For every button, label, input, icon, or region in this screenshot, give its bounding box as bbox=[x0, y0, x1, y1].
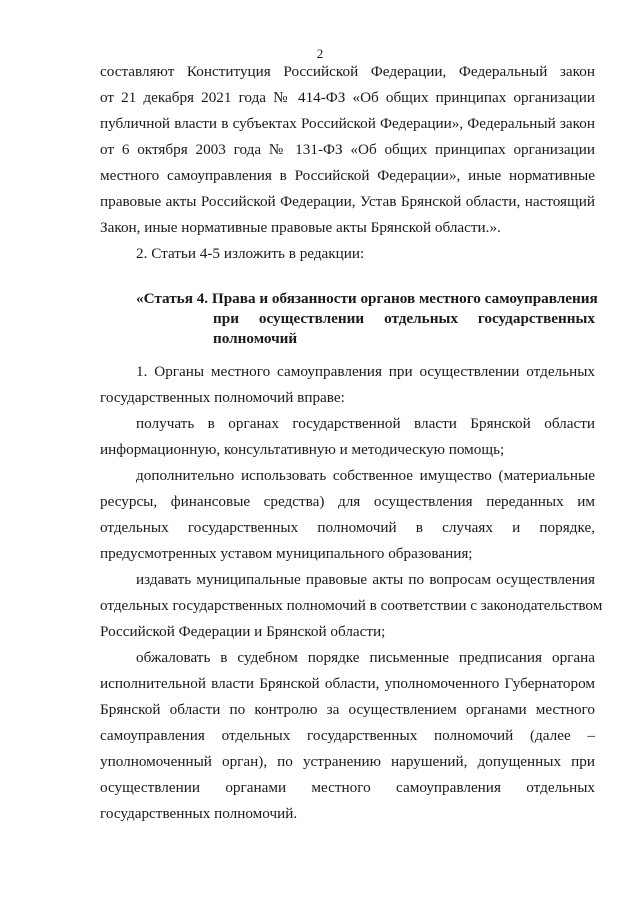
paragraph-line: 2. Статьи 4-5 изложить в редакции: bbox=[136, 245, 365, 262]
article-heading-line: полномочий bbox=[213, 330, 298, 347]
paragraph-line: исполнительной власти Брянской области, уполномоченного Губернатором bbox=[100, 675, 595, 692]
page-number: 2 bbox=[316, 46, 324, 61]
paragraph-line: обжаловать в судебном порядке письменные предписания органа bbox=[136, 649, 595, 666]
article-heading-line: при осуществлении отдельных государственных bbox=[213, 310, 595, 327]
paragraph-line: Закон, иные нормативные правовые акты Брянской области.». bbox=[100, 219, 501, 236]
paragraph-line: от 21 декабря 2021 года № 414-ФЗ «Об общих принципах организации bbox=[100, 89, 595, 106]
paragraph-line: самоуправления отдельных государственных полномочий (далее – bbox=[100, 727, 595, 744]
paragraph-line: дополнительно использовать собственное имущество (материальные bbox=[136, 467, 595, 484]
paragraph-line: составляют Конституция Российской Федерации, Федеральный закон bbox=[100, 63, 595, 80]
article-heading-line: «Статья 4. Права и обязанности органов местного самоуправления bbox=[136, 290, 598, 307]
paragraph-line: предусмотренных уставом муниципального образования; bbox=[100, 545, 473, 562]
paragraph-line: 1. Органы местного самоуправления при осуществлении отдельных bbox=[136, 363, 595, 380]
paragraph-line: Российской Федерации и Брянской области; bbox=[100, 623, 386, 640]
paragraph-line: публичной власти в субъектах Российской Федерации», Федеральный закон bbox=[100, 115, 595, 132]
paragraph-line: от 6 октября 2003 года № 131-ФЗ «Об общих принципах организации bbox=[100, 141, 595, 158]
paragraph-line: Брянской области по контролю за осуществлением органами местного bbox=[100, 701, 595, 718]
paragraph-line: правовые акты Российской Федерации, Устав Брянской области, настоящий bbox=[100, 193, 595, 210]
paragraph-line: местного самоуправления в Российской Федерации», иные нормативные bbox=[100, 167, 595, 184]
paragraph-line: издавать муниципальные правовые акты по вопросам осуществления bbox=[136, 571, 595, 588]
paragraph-line: уполномоченный орган), по устранению нарушений, допущенных при bbox=[100, 753, 595, 770]
paragraph-line: осуществлении органами местного самоуправления отдельных bbox=[100, 779, 595, 796]
paragraph-line: отдельных государственных полномочий в соответствии с законодательством bbox=[100, 597, 603, 614]
paragraph-line: отдельных государственных полномочий в случаях и порядке, bbox=[100, 519, 595, 536]
paragraph-line: информационную, консультативную и методическую помощь; bbox=[100, 441, 505, 458]
paragraph-line: получать в органах государственной власти Брянской области bbox=[136, 415, 595, 432]
paragraph-line: государственных полномочий вправе: bbox=[100, 389, 345, 406]
paragraph-line: ресурсы, финансовые средства) для осуществления переданных им bbox=[100, 493, 595, 510]
paragraph-line: государственных полномочий. bbox=[100, 805, 298, 822]
